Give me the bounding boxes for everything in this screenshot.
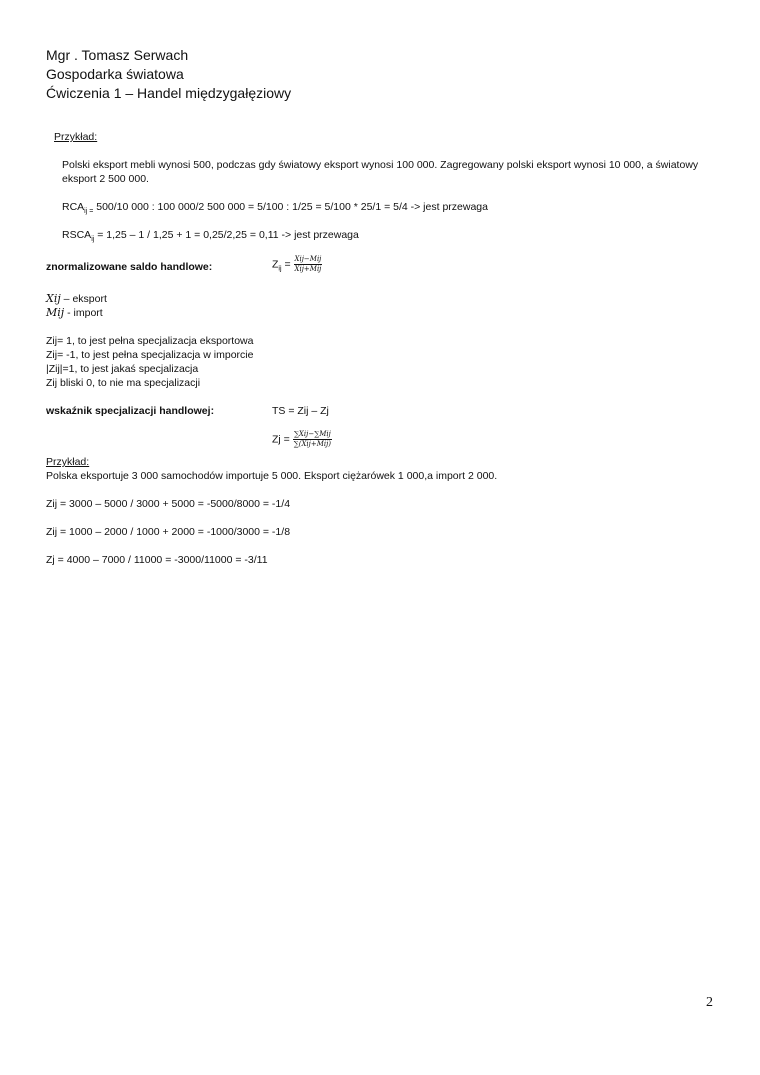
example2-heading: Przykład: bbox=[46, 456, 90, 468]
rca-subscript: ij = bbox=[84, 208, 94, 216]
rule-full-import: Zij= -1, to jest pełna specjalizacja w imporcie bbox=[46, 349, 254, 361]
rsca-label: RSCA bbox=[62, 229, 92, 241]
mij-description: - import bbox=[64, 307, 103, 319]
author-name: Mgr . Tomasz Serwach bbox=[46, 47, 189, 63]
example2-calc-trucks: Zij = 1000 – 2000 / 1000 + 2000 = -1000/3000 = -1/8 bbox=[46, 526, 291, 538]
example2-intro: Polska eksportuje 3 000 samochodów importuje 5 000. Eksport ciężarówek 1 000,a import 2 000. bbox=[46, 470, 498, 482]
mij-definition bbox=[46, 306, 103, 320]
zij-equals: = bbox=[281, 258, 294, 271]
page-number: 2 bbox=[706, 995, 713, 1010]
zij-subscript: ij bbox=[278, 265, 282, 273]
example1-intro-line2: eksport 2 500 000. bbox=[62, 173, 149, 185]
rule-full-export: Zij= 1, to jest pełna specjalizacja eksportowa bbox=[46, 335, 254, 347]
zij-numerator: Xij−Mij bbox=[294, 255, 322, 263]
rsca-expression: = 1,25 – 1 / 1,25 + 1 = 0,25/2,25 = 0,11 -> jest przewaga bbox=[94, 229, 359, 241]
ts-formula: TS = Zij – Zj bbox=[272, 405, 329, 417]
rca-expression: 500/10 000 : 100 000/2 500 000 = 5/100 : 1/25 = 5/100 * 25/1 = 5/4 -> jest przewaga bbox=[93, 201, 488, 213]
zij-denominator: Xij+Mij bbox=[294, 265, 322, 273]
zj-denominator: ∑(Xij+Mij) bbox=[293, 440, 332, 448]
zij-fraction bbox=[294, 255, 323, 274]
specialization-index-label: wskaźnik specjalizacji handlowej: bbox=[46, 405, 215, 417]
example2-calc-total: Zj = 4000 – 7000 / 11000 = -3000/11000 = -3/11 bbox=[46, 554, 268, 566]
example1-intro-line1: Polski eksport mebli wynosi 500, podczas gdy światowy eksport wynosi 100 000. Zagregowany polski eksport wynosi 10 000, a światowy bbox=[62, 159, 699, 171]
topic-title: Ćwiczenia 1 – Handel międzygałęziowy bbox=[46, 85, 292, 101]
zij-lhs: Z bbox=[272, 258, 279, 271]
zj-fraction bbox=[293, 430, 332, 449]
course-name: Gospodarka światowa bbox=[46, 66, 184, 82]
rsca-formula bbox=[62, 228, 359, 247]
xij-description: – eksport bbox=[60, 293, 107, 305]
xij-symbol: Xij bbox=[46, 292, 61, 305]
example1-heading: Przykład: bbox=[54, 131, 98, 143]
rule-some-specialization: |Zij|=1, to jest jakaś specjalizacja bbox=[46, 363, 199, 375]
rsca-subscript: ij bbox=[91, 236, 95, 244]
example2-calc-cars: Zij = 3000 – 5000 / 3000 + 5000 = -5000/8000 = -1/4 bbox=[46, 498, 291, 510]
rule-no-specialization: Zij bliski 0, to nie ma specjalizacji bbox=[46, 377, 201, 389]
rca-label: RCA bbox=[62, 201, 85, 213]
zj-lhs: Zj = bbox=[272, 433, 293, 446]
normalized-balance-label: znormalizowane saldo handlowe: bbox=[46, 261, 213, 273]
mij-symbol: Mij bbox=[46, 306, 65, 319]
xij-definition bbox=[46, 292, 107, 306]
zj-formula bbox=[272, 430, 332, 449]
zj-numerator: ∑Xij−∑Mij bbox=[293, 430, 331, 438]
zij-formula bbox=[272, 255, 322, 276]
rca-formula bbox=[62, 200, 488, 219]
